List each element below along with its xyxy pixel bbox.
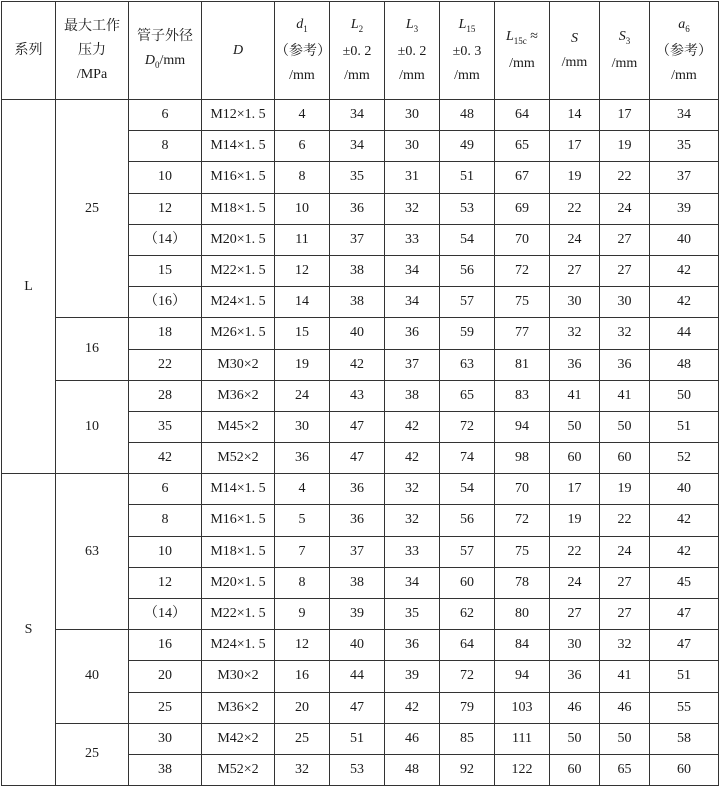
cell-S3: 36 [600,349,650,380]
header-L3: $L_3$ ±0. 2 /mm [385,2,440,100]
cell-pipe-od: 25 [129,692,202,723]
cell-pipe-od: 20 [129,661,202,692]
cell-L2: 35 [330,162,385,193]
cell-d1: 6 [275,131,330,162]
cell-pipe-od: 42 [129,443,202,474]
cell-a6: 51 [650,411,719,442]
cell-a6: 45 [650,567,719,598]
cell-D: M26×1. 5 [202,318,275,349]
cell-L3: 32 [385,193,440,224]
cell-L15: 57 [440,536,495,567]
cell-a6: 42 [650,505,719,536]
cell-S3: 22 [600,162,650,193]
cell-d1: 25 [275,723,330,754]
cell-L3: 32 [385,474,440,505]
cell-d1: 12 [275,255,330,286]
cell-L15c: 64 [495,100,550,131]
cell-D: M42×2 [202,723,275,754]
cell-pipe-od: 6 [129,474,202,505]
cell-d1: 11 [275,224,330,255]
cell-L3: 34 [385,255,440,286]
cell-pipe-od: 35 [129,411,202,442]
cell-D: M16×1. 5 [202,162,275,193]
cell-D: M36×2 [202,692,275,723]
cell-L15c: 94 [495,411,550,442]
cell-a6: 51 [650,661,719,692]
cell-D: M20×1. 5 [202,567,275,598]
cell-S3: 41 [600,380,650,411]
header-S: S /mm [550,2,600,100]
cell-S3: 50 [600,411,650,442]
cell-L15c: 111 [495,723,550,754]
cell-d1: 10 [275,193,330,224]
cell-L2: 36 [330,193,385,224]
cell-L15: 60 [440,567,495,598]
header-L15c: $L_{15c}$ ≈ /mm [495,2,550,100]
cell-S: 50 [550,723,600,754]
header-a6: $a_6$ （参考） /mm [650,2,719,100]
cell-L15: 56 [440,255,495,286]
cell-pipe-od: 38 [129,754,202,785]
table-body [2,100,719,786]
pressure-cell: 40 [56,630,129,724]
cell-a6: 39 [650,193,719,224]
cell-pipe-od: 22 [129,349,202,380]
cell-L3: 48 [385,754,440,785]
cell-L2: 36 [330,474,385,505]
pressure-cell: 63 [56,474,129,630]
cell-D: M30×2 [202,349,275,380]
pressure-cell: 16 [56,318,129,380]
table-row [2,380,719,411]
cell-S: 50 [550,411,600,442]
cell-L2: 47 [330,443,385,474]
cell-d1: 15 [275,318,330,349]
cell-L15: 72 [440,661,495,692]
cell-S: 30 [550,630,600,661]
cell-S3: 46 [600,692,650,723]
cell-L15c: 81 [495,349,550,380]
cell-L2: 36 [330,505,385,536]
cell-D: M30×2 [202,661,275,692]
cell-L2: 40 [330,630,385,661]
cell-L15: 85 [440,723,495,754]
cell-d1: 12 [275,630,330,661]
cell-S3: 32 [600,318,650,349]
cell-L2: 47 [330,411,385,442]
cell-L3: 33 [385,536,440,567]
cell-S3: 65 [600,754,650,785]
cell-L3: 36 [385,318,440,349]
cell-L15: 54 [440,224,495,255]
cell-D: M14×1. 5 [202,474,275,505]
cell-a6: 58 [650,723,719,754]
cell-S3: 19 [600,131,650,162]
pressure-cell: 10 [56,380,129,474]
cell-d1: 16 [275,661,330,692]
cell-L2: 38 [330,255,385,286]
cell-d1: 19 [275,349,330,380]
cell-L15: 74 [440,443,495,474]
cell-S: 14 [550,100,600,131]
cell-a6: 48 [650,349,719,380]
cell-L15c: 65 [495,131,550,162]
cell-L2: 34 [330,131,385,162]
cell-S3: 30 [600,287,650,318]
cell-D: M16×1. 5 [202,505,275,536]
cell-D: M18×1. 5 [202,536,275,567]
header-pipe-od: 管子外径 $D_0/mm$ [129,2,202,100]
cell-pipe-od: 10 [129,162,202,193]
cell-L15c: 84 [495,630,550,661]
cell-S3: 19 [600,474,650,505]
cell-D: M20×1. 5 [202,224,275,255]
cell-S3: 27 [600,567,650,598]
cell-L15c: 69 [495,193,550,224]
cell-a6: 52 [650,443,719,474]
cell-L3: 30 [385,131,440,162]
cell-L2: 40 [330,318,385,349]
cell-L15c: 75 [495,287,550,318]
cell-S: 24 [550,224,600,255]
cell-d1: 4 [275,474,330,505]
cell-S3: 27 [600,224,650,255]
cell-S: 22 [550,536,600,567]
cell-L15c: 70 [495,224,550,255]
cell-L15c: 122 [495,754,550,785]
cell-L2: 37 [330,536,385,567]
cell-pipe-od: 28 [129,380,202,411]
cell-L3: 32 [385,505,440,536]
cell-S3: 50 [600,723,650,754]
header-pressure: 最大工作 压力 /MPa [56,2,129,100]
cell-S3: 27 [600,599,650,630]
cell-d1: 32 [275,754,330,785]
cell-S: 41 [550,380,600,411]
cell-d1: 5 [275,505,330,536]
cell-L2: 43 [330,380,385,411]
cell-S: 17 [550,474,600,505]
table-row [2,318,719,349]
cell-d1: 9 [275,599,330,630]
cell-L2: 38 [330,567,385,598]
cell-L3: 38 [385,380,440,411]
cell-L15: 56 [440,505,495,536]
cell-a6: 50 [650,380,719,411]
cell-L15: 53 [440,193,495,224]
header-d1: $d_1$ （参考） /mm [275,2,330,100]
cell-S: 24 [550,567,600,598]
cell-L15c: 67 [495,162,550,193]
header-D: D [202,2,275,100]
cell-L15: 57 [440,287,495,318]
cell-S: 36 [550,661,600,692]
cell-S: 19 [550,505,600,536]
cell-L15c: 94 [495,661,550,692]
cell-L3: 46 [385,723,440,754]
cell-pipe-od: 30 [129,723,202,754]
cell-a6: 40 [650,224,719,255]
pressure-cell: 25 [56,723,129,785]
cell-S: 27 [550,255,600,286]
cell-L15c: 72 [495,505,550,536]
cell-a6: 55 [650,692,719,723]
cell-a6: 44 [650,318,719,349]
series-cell: L [2,100,56,474]
cell-pipe-od: 8 [129,131,202,162]
cell-L15: 49 [440,131,495,162]
table-row [2,630,719,661]
cell-pipe-od: 12 [129,567,202,598]
cell-L2: 34 [330,100,385,131]
cell-S: 32 [550,318,600,349]
cell-S3: 17 [600,100,650,131]
cell-L15: 64 [440,630,495,661]
cell-S: 30 [550,287,600,318]
cell-a6: 42 [650,536,719,567]
cell-pipe-od: 12 [129,193,202,224]
cell-S: 19 [550,162,600,193]
cell-S: 27 [550,599,600,630]
header-L2: $L_2$ ±0. 2 /mm [330,2,385,100]
cell-L15c: 77 [495,318,550,349]
cell-pipe-od: 8 [129,505,202,536]
header-L15: $L_{15}$ ±0. 3 /mm [440,2,495,100]
cell-a6: 47 [650,630,719,661]
cell-pipe-od: 6 [129,100,202,131]
cell-pipe-od: （14） [129,599,202,630]
cell-L15: 79 [440,692,495,723]
cell-S3: 24 [600,536,650,567]
table-row [2,474,719,505]
cell-D: M24×1. 5 [202,287,275,318]
cell-pipe-od: （14） [129,224,202,255]
cell-d1: 24 [275,380,330,411]
cell-a6: 42 [650,255,719,286]
cell-D: M12×1. 5 [202,100,275,131]
cell-S3: 32 [600,630,650,661]
header-S3: $S_3$ /mm [600,2,650,100]
cell-L15c: 98 [495,443,550,474]
cell-L15: 62 [440,599,495,630]
cell-D: M22×1. 5 [202,599,275,630]
cell-d1: 7 [275,536,330,567]
cell-S3: 41 [600,661,650,692]
cell-L15c: 72 [495,255,550,286]
cell-L3: 42 [385,443,440,474]
cell-L2: 42 [330,349,385,380]
cell-D: M18×1. 5 [202,193,275,224]
cell-L15c: 70 [495,474,550,505]
table-row [2,723,719,754]
cell-L15: 54 [440,474,495,505]
cell-S: 60 [550,754,600,785]
table-row [2,100,719,131]
cell-D: M22×1. 5 [202,255,275,286]
cell-L3: 33 [385,224,440,255]
cell-L3: 36 [385,630,440,661]
cell-L15c: 103 [495,692,550,723]
cell-L15: 72 [440,411,495,442]
cell-d1: 36 [275,443,330,474]
cell-L2: 38 [330,287,385,318]
cell-L3: 35 [385,599,440,630]
cell-S: 46 [550,692,600,723]
cell-L3: 37 [385,349,440,380]
cell-L15: 63 [440,349,495,380]
cell-d1: 20 [275,692,330,723]
cell-pipe-od: 10 [129,536,202,567]
cell-L15: 65 [440,380,495,411]
pressure-cell: 25 [56,100,129,318]
cell-S: 17 [550,131,600,162]
cell-L15: 51 [440,162,495,193]
cell-S3: 22 [600,505,650,536]
cell-a6: 37 [650,162,719,193]
cell-L15c: 75 [495,536,550,567]
cell-L15: 92 [440,754,495,785]
cell-d1: 30 [275,411,330,442]
cell-D: M52×2 [202,754,275,785]
cell-D: M52×2 [202,443,275,474]
cell-pipe-od: （16） [129,287,202,318]
series-cell: S [2,474,56,786]
cell-L15: 59 [440,318,495,349]
cell-L2: 51 [330,723,385,754]
cell-S: 36 [550,349,600,380]
cell-L2: 39 [330,599,385,630]
dimension-table [1,1,719,786]
cell-L3: 39 [385,661,440,692]
cell-d1: 4 [275,100,330,131]
cell-L15c: 80 [495,599,550,630]
cell-d1: 8 [275,567,330,598]
cell-L3: 30 [385,100,440,131]
header-row [2,2,719,100]
cell-L15: 48 [440,100,495,131]
cell-pipe-od: 16 [129,630,202,661]
cell-L2: 37 [330,224,385,255]
cell-L3: 31 [385,162,440,193]
cell-a6: 35 [650,131,719,162]
cell-pipe-od: 15 [129,255,202,286]
cell-S3: 60 [600,443,650,474]
header-series: 系列 [2,2,56,100]
cell-d1: 14 [275,287,330,318]
cell-L2: 53 [330,754,385,785]
cell-S: 60 [550,443,600,474]
cell-d1: 8 [275,162,330,193]
cell-a6: 34 [650,100,719,131]
cell-L3: 34 [385,287,440,318]
cell-L3: 42 [385,692,440,723]
cell-a6: 60 [650,754,719,785]
cell-L3: 34 [385,567,440,598]
cell-L2: 44 [330,661,385,692]
cell-L15c: 83 [495,380,550,411]
cell-L3: 42 [385,411,440,442]
cell-D: M14×1. 5 [202,131,275,162]
cell-a6: 47 [650,599,719,630]
cell-D: M36×2 [202,380,275,411]
cell-L2: 47 [330,692,385,723]
cell-S: 22 [550,193,600,224]
cell-D: M45×2 [202,411,275,442]
cell-L15c: 78 [495,567,550,598]
cell-a6: 42 [650,287,719,318]
cell-pipe-od: 18 [129,318,202,349]
cell-a6: 40 [650,474,719,505]
cell-S3: 27 [600,255,650,286]
cell-S3: 24 [600,193,650,224]
cell-D: M24×1. 5 [202,630,275,661]
